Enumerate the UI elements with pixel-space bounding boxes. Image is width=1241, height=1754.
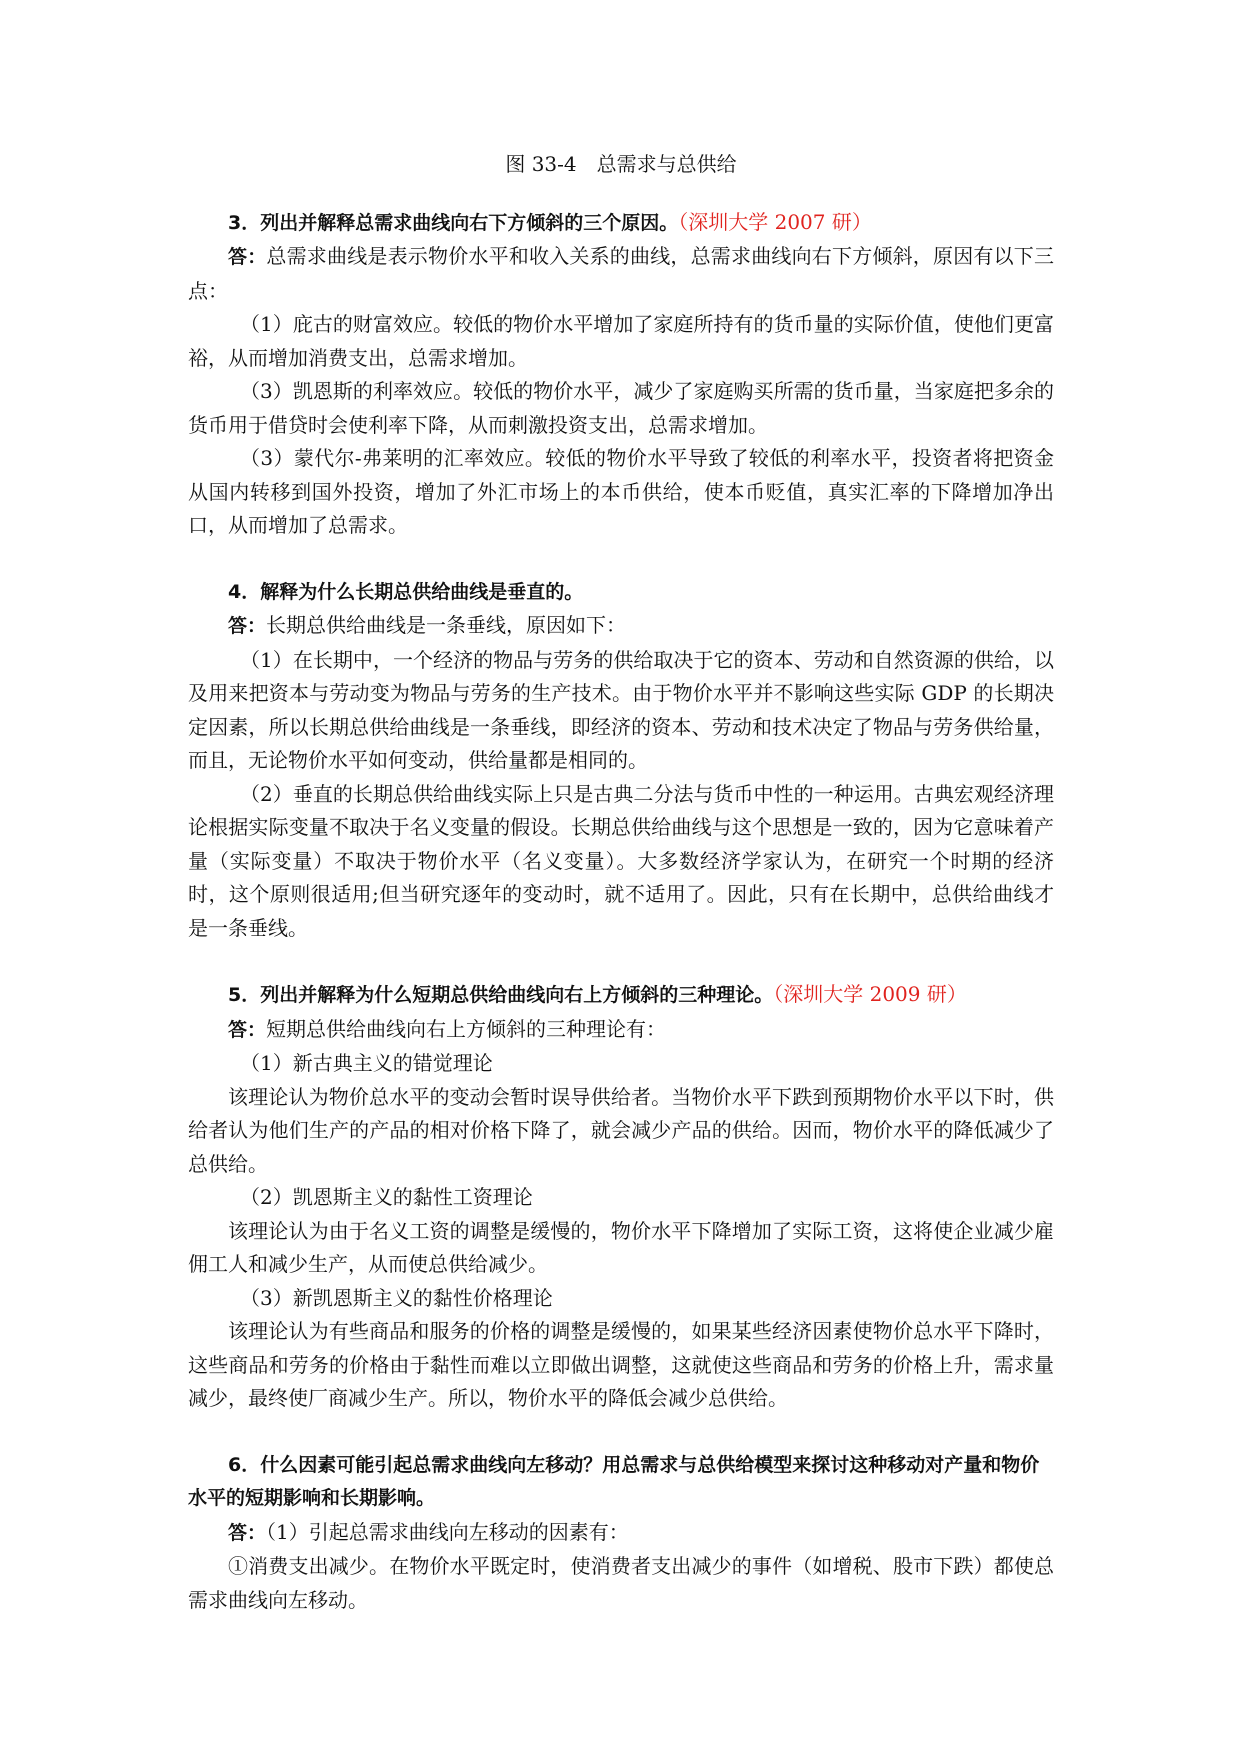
answer-label: 答： xyxy=(228,246,267,268)
answer-paragraph: （1）庇古的财富效应。较低的物价水平增加了家庭所持有的货币量的实际价值，使他们更富裕，从而增加消费支出，总需求增加。 xyxy=(188,312,1054,370)
answer-paragraph: 该理论认为有些商品和服务的价格的调整是缓慢的，如果某些经济因素使物价总水平下降时，这些商品和劳务的价格由于黏性而难以立即做出调整，这就使这些商品和劳务的价格上升，需求量减少，最终使厂商减少生产。所以，物价水平的降低会减少总供给。 xyxy=(188,1319,1054,1410)
answer-intro-text: 总需求曲线是表示物价水平和收入关系的曲线，总需求曲线向右下方倾斜，原因有以下三点： xyxy=(188,244,1054,303)
section-spacer xyxy=(188,945,1054,978)
answer-paragraph: （3）蒙代尔-弗莱明的汇率效应。较低的物价水平导致了较低的利率水平，投资者将把资金从国内转移到国外投资，增加了外汇市场上的本币供给，使本币贬值，真实汇率的下降增加净出口，从而增加了总需求。 xyxy=(188,446,1054,537)
answer-paragraph: ①消费支出减少。在物价水平既定时，使消费者支出减少的事件（如增税、股市下跌）都使总需求曲线向左移动。 xyxy=(188,1554,1054,1612)
question-section-3 xyxy=(188,206,1054,543)
question-section-5 xyxy=(188,978,1054,1416)
question-section-6 xyxy=(188,1449,1054,1618)
document-body xyxy=(188,148,1054,1617)
answer-paragraph: 该理论认为由于名义工资的调整是缓慢的，物价水平下降增加了实际工资，这将使企业减少雇佣工人和减少生产，从而使总供给减少。 xyxy=(188,1218,1054,1276)
question-source: （深圳大学 2009 研） xyxy=(773,982,967,1006)
question-heading xyxy=(188,206,1054,241)
question-text: 6．什么因素可能引起总需求曲线向左移动？用总需求与总供给模型来探讨这种移动对产量和物价水平的短期影响和长期影响。 xyxy=(188,1453,1040,1509)
question-text: 5．列出并解释为什么短期总供给曲线向右上方倾斜的三种理论。 xyxy=(228,984,774,1006)
answer-subheading: （3）新凯恩斯主义的黏性价格理论 xyxy=(240,1285,553,1310)
answer-paragraph: （2）垂直的长期总供给曲线实际上只是古典二分法与货币中性的一种运用。古典宏观经济理论根据实际变量不取决于名义变量的假设。长期总供给曲线与这个思想是一致的，因为它意味着产量（实际变量）不取决于物价水平（名义变量）。大多数经济学家认为，在研究一个时期的经济时，这个原则很适用;但当研究逐年的变动时，就不适用了。因此，只有在长期中，总供给曲线才是一条垂线。 xyxy=(188,781,1054,940)
question-heading xyxy=(188,978,1054,1013)
answer-paragraph: （1）在长期中，一个经济的物品与劳务的供给取决于它的资本、劳动和自然资源的供给，以及用来把资本与劳动变为物品与劳务的生产技术。由于物价水平并不影响这些实际 GDP 的长期决定因素，所以长期总供给曲线是一条垂线，即经济的资本、劳动和技术决定了物品与劳务供给量，而且，无论物价水平如何变动，供给量都是相同的。 xyxy=(188,647,1054,772)
answer-subheading: （2）凯恩斯主义的黏性工资理论 xyxy=(240,1185,533,1209)
answer-label: 答： xyxy=(228,1018,267,1041)
figure-caption: 图 33-4 总需求与总供给 xyxy=(505,152,737,176)
question-source: （深圳大学 2007 研） xyxy=(678,209,872,234)
question-heading xyxy=(188,576,1054,610)
answer-intro-text: （1）引起总需求曲线向左移动的因素有： xyxy=(266,1519,629,1544)
question-section-4 xyxy=(188,576,1054,946)
answer-label: 答： xyxy=(228,1521,267,1544)
section-spacer xyxy=(188,543,1054,576)
answer-label: 答： xyxy=(228,615,267,637)
question-heading xyxy=(188,1449,1054,1516)
answer-intro xyxy=(188,1516,1054,1551)
answer-intro xyxy=(188,240,1054,308)
answer-paragraph: （3）凯恩斯的利率效应。较低的物价水平，减少了家庭购买所需的货币量，当家庭把多余的货币用于借贷时会使利率下降，从而刺激投资支出，总需求增加。 xyxy=(188,379,1054,437)
answer-intro xyxy=(188,609,1054,644)
answer-intro-text: 长期总供给曲线是一条垂线，原因如下： xyxy=(266,613,627,637)
section-spacer xyxy=(188,1416,1054,1449)
answer-intro xyxy=(188,1013,1054,1048)
answer-subheading: （1）新古典主义的错觉理论 xyxy=(240,1051,493,1075)
answer-paragraph: 该理论认为物价总水平的变动会暂时误导供给者。当物价水平下跌到预期物价水平以下时，供给者认为他们生产的产品的相对价格下降了，就会减少产品的供给。因而，物价水平的降低减少了总供给。 xyxy=(188,1084,1054,1176)
question-text: 3．列出并解释总需求曲线向右下方倾斜的三个原因。 xyxy=(228,211,679,234)
question-text: 4．解释为什么长期总供给曲线是垂直的。 xyxy=(228,580,584,603)
answer-intro-text: 短期总供给曲线向右上方倾斜的三种理论有： xyxy=(266,1016,667,1041)
